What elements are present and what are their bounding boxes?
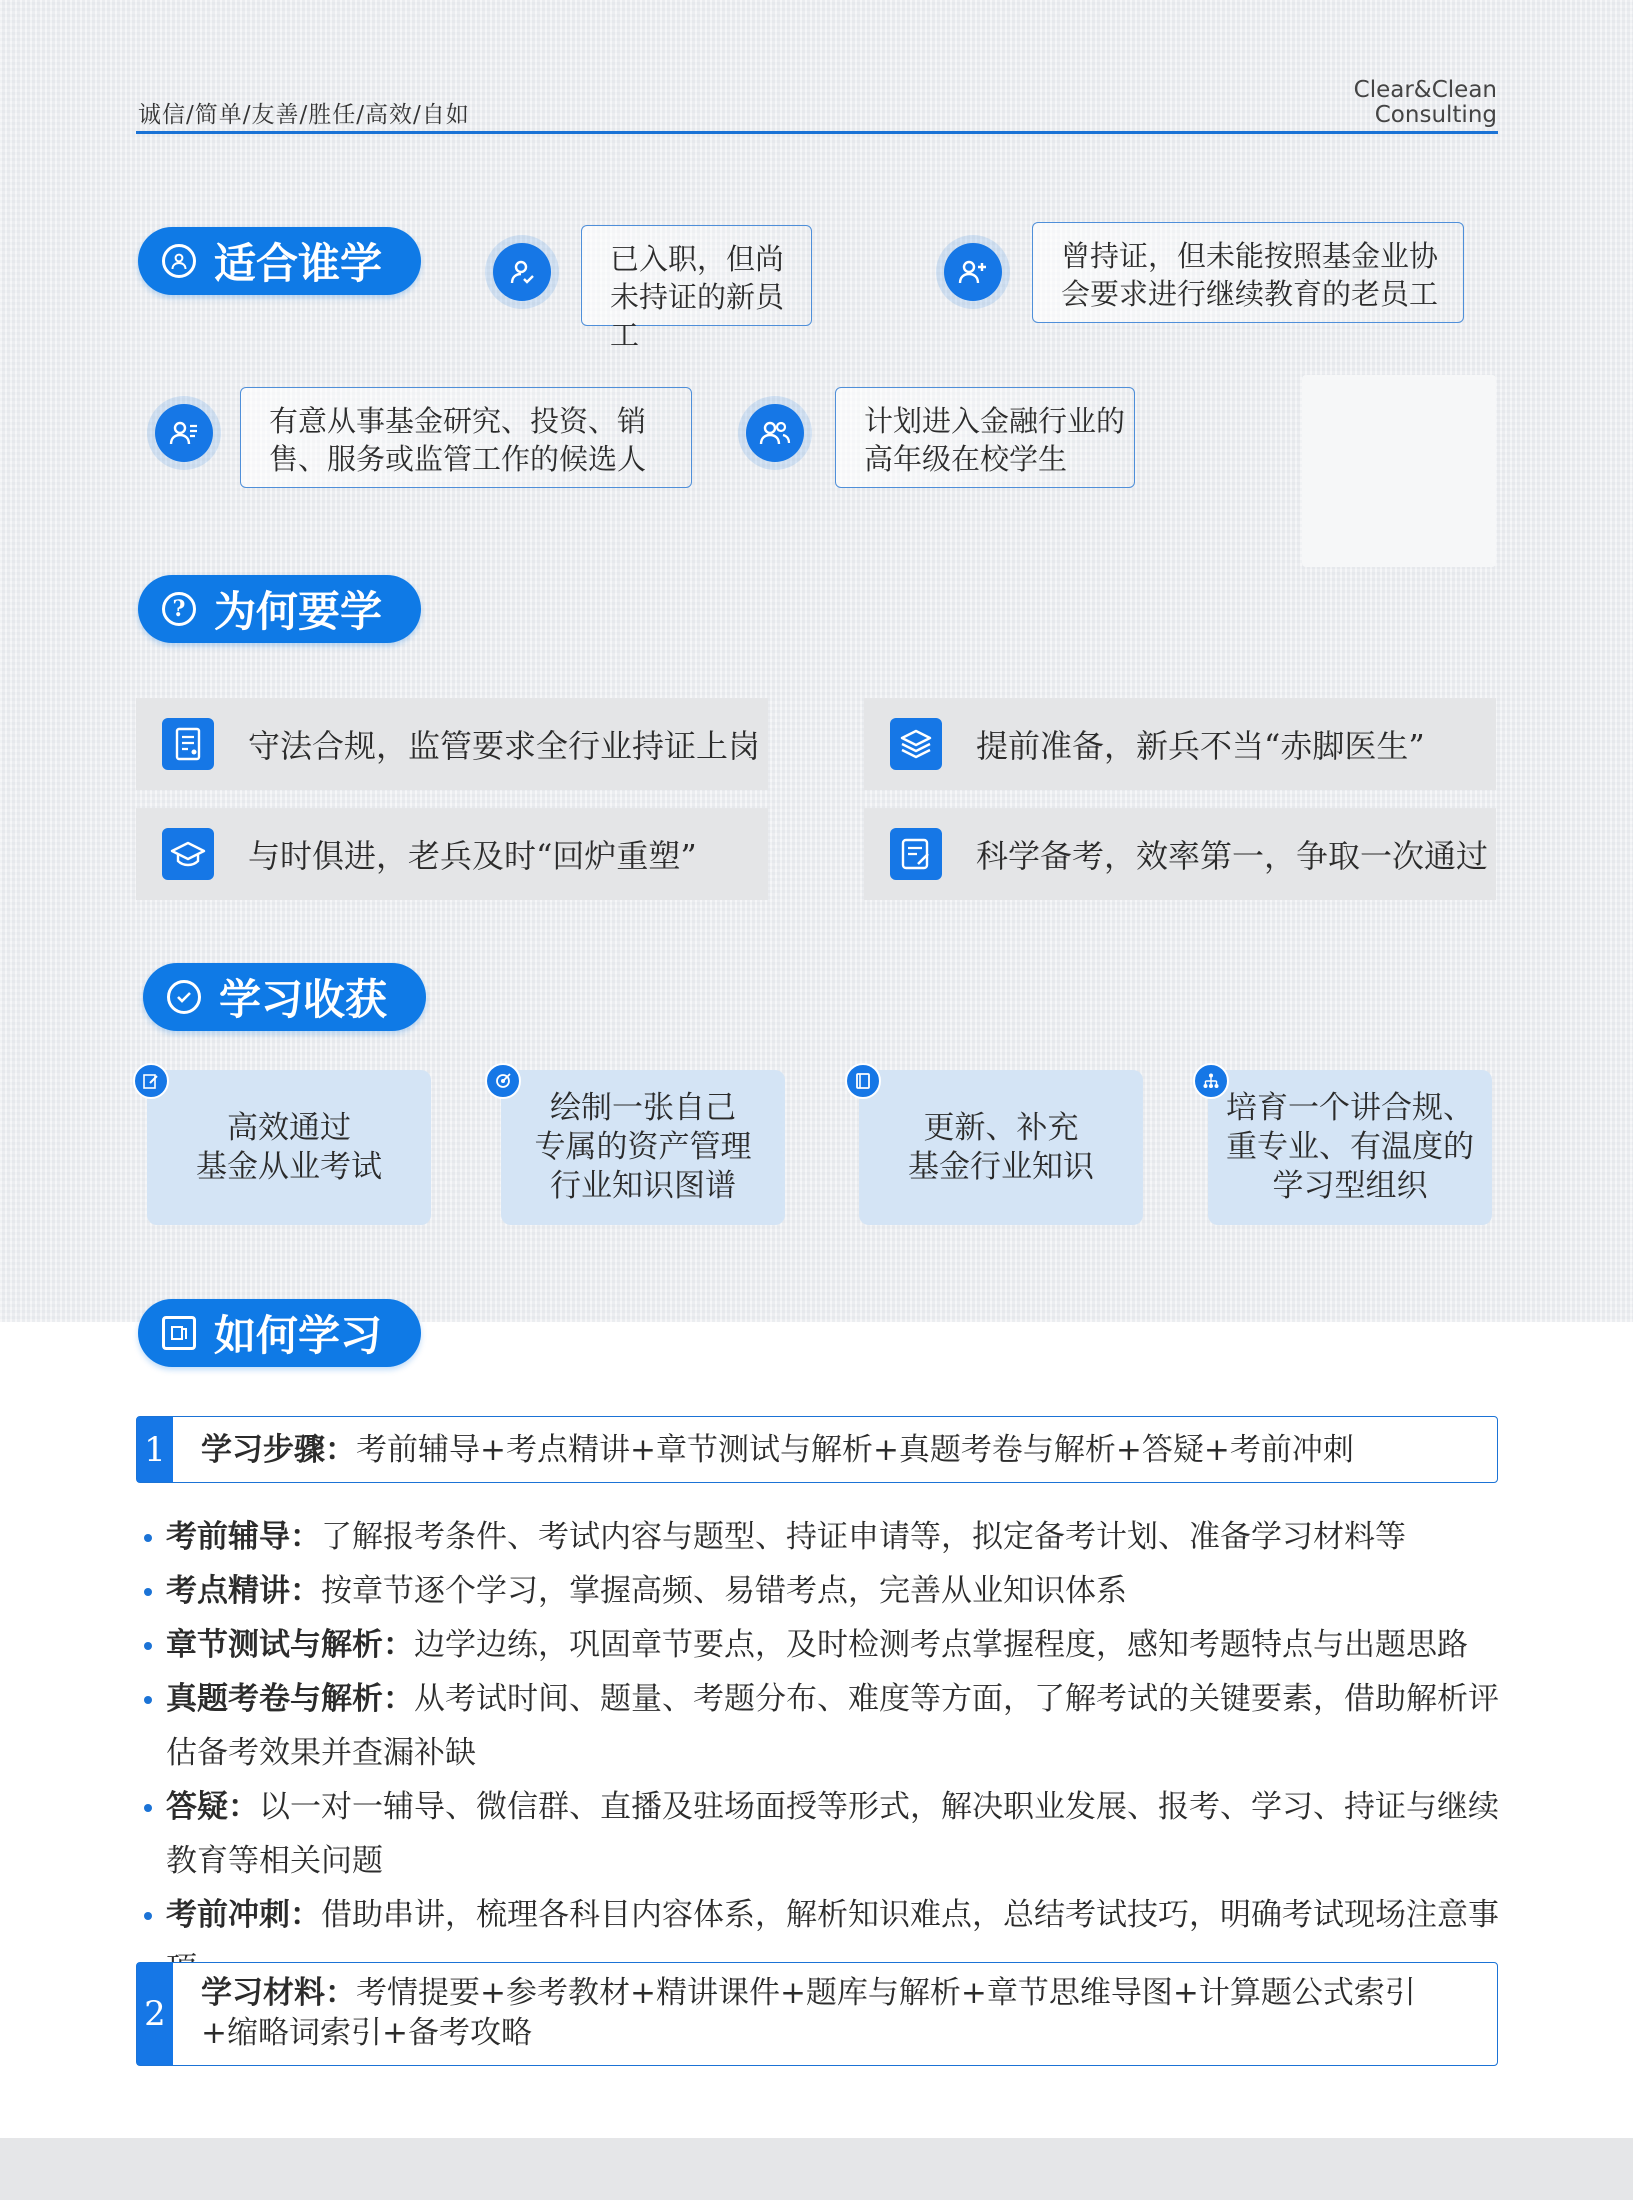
list-item — [142, 1618, 1522, 1672]
brand-logo — [1354, 78, 1497, 128]
why-card-compliance — [136, 698, 768, 790]
target-icon — [485, 1063, 521, 1099]
audience-text: 有意从事基金研究、投资、销售、服务或监管工作的候选人 — [269, 404, 647, 476]
section-title-text: 如何学习 — [214, 1311, 383, 1360]
why-text: 科学备考，效率第一，争取一次通过 — [976, 837, 1489, 875]
bullet-label: 章节测试与解析： — [166, 1627, 414, 1663]
why-text: 守法合规，监管要求全行业持证上岗 — [248, 727, 761, 765]
section-title-why — [138, 575, 421, 643]
motto: 诚信/简单/友善/胜任/高效/自如 — [138, 102, 470, 128]
graduation-cap-icon — [162, 828, 214, 880]
layers-icon — [890, 718, 942, 770]
bullet-label: 考前辅导： — [166, 1519, 321, 1555]
audience-card-new-staff — [581, 225, 812, 352]
gain-line: 培育一个讲合规、 — [1226, 1090, 1474, 1126]
brand-line-1: Clear&Clean — [1353, 77, 1497, 103]
gain-line: 行业知识图谱 — [550, 1168, 736, 1204]
audience-card-candidates — [240, 387, 692, 488]
bullet-label: 答疑： — [166, 1789, 259, 1825]
bullet-text: 边学边练，巩固章节要点，及时检测考点掌握程度，感知考题特点与出题思路 — [414, 1627, 1468, 1663]
section-title-text: 适合谁学 — [214, 239, 383, 288]
bullet-text: 以一对一辅导、微信群、直播及驻场面授等形式，解决职业发展、报考、学习、持证与继续教育等相关问题 — [166, 1789, 1499, 1879]
gain-line: 绘制一张自己 — [550, 1090, 736, 1126]
gain-line: 高效通过 — [227, 1109, 351, 1146]
document-icon — [162, 718, 214, 770]
bullet-label: 考点精讲： — [166, 1573, 321, 1609]
step-text: 考情提要+参考教材+精讲课件+题库与解析+章节思维导图+计算题公式索引+缩略词索引+备考攻略 — [201, 1975, 1416, 2051]
user-icon — [162, 244, 196, 278]
bullet-label: 考前冲刺： — [166, 1897, 321, 1933]
blank-tile — [1302, 375, 1496, 567]
step-2-box — [136, 1962, 1498, 2066]
step-details-list — [142, 1510, 1522, 1996]
gain-card-pass-exam — [147, 1070, 431, 1225]
bullet-text: 按章节逐个学习，掌握高频、易错考点，完善从业知识体系 — [321, 1573, 1127, 1609]
gain-line: 专属的资产管理 — [534, 1129, 752, 1165]
bullet-text: 从考试时间、题量、考题分布、难度等方面，了解考试的关键要素，借助解析评估备考效果并查漏补缺 — [166, 1681, 1499, 1771]
section-title-text: 学习收获 — [219, 975, 388, 1024]
step-2-content — [201, 1973, 1467, 2053]
step-number: 2 — [137, 1963, 173, 2065]
list-item — [142, 1780, 1522, 1888]
pencil-icon — [133, 1063, 169, 1099]
gain-card-learning-org — [1208, 1070, 1492, 1225]
gain-line: 重专业、有温度的 — [1226, 1129, 1474, 1165]
header-divider — [136, 131, 1498, 134]
gain-line: 基金从业考试 — [196, 1148, 382, 1185]
audience-text: 计划进入金融行业的高年级在校学生 — [864, 404, 1126, 476]
book-open-icon — [162, 1316, 196, 1350]
audience-card-students — [835, 387, 1135, 488]
step-number: 1 — [137, 1417, 173, 1482]
step-1-box — [136, 1416, 1498, 1483]
section-title-gains — [143, 963, 426, 1031]
users-icon — [746, 404, 804, 462]
section-title-audience — [138, 227, 421, 295]
section-title-how — [138, 1299, 421, 1367]
org-chart-icon — [1193, 1063, 1229, 1099]
bullet-text: 借助串讲，梳理各科目内容体系，解析知识难点，总结考试技巧，明确考试现场注意事 — [321, 1897, 1499, 1933]
audience-text: 已入职，但尚未持证的新员工 — [610, 242, 785, 352]
footer-band — [0, 2138, 1633, 2200]
gain-line: 基金行业知识 — [908, 1148, 1094, 1185]
user-list-icon — [155, 404, 213, 462]
user-check-icon — [493, 243, 551, 301]
gain-line: 学习型组织 — [1272, 1168, 1428, 1204]
gain-card-update-knowledge — [859, 1070, 1143, 1225]
why-text: 与时俱进，老兵及时“回炉重塑” — [248, 837, 697, 875]
brand-line-2: Consulting — [1374, 102, 1497, 128]
step-text: 考前辅导+考点精讲+章节测试与解析+真题考卷与解析+答疑+考前冲刺 — [356, 1432, 1354, 1468]
step-label: 学习步骤： — [201, 1432, 356, 1468]
list-item — [142, 1510, 1522, 1564]
why-card-prepare — [864, 698, 1496, 790]
why-card-efficiency — [864, 808, 1496, 900]
step-1-content — [201, 1430, 1354, 1470]
audience-card-old-staff — [1032, 222, 1464, 323]
gain-line: 更新、补充 — [923, 1109, 1079, 1146]
section-title-text: 为何要学 — [214, 587, 383, 636]
check-circle-icon — [167, 980, 201, 1014]
edit-note-icon — [890, 828, 942, 880]
list-item — [142, 1672, 1522, 1780]
why-card-update — [136, 808, 768, 900]
bullet-label: 真题考卷与解析： — [166, 1681, 414, 1717]
gain-card-knowledge-map — [501, 1070, 785, 1225]
why-text: 提前准备，新兵不当“赤脚医生” — [976, 727, 1425, 765]
bullet-text: 了解报考条件、考试内容与题型、持证申请等，拟定备考计划、准备学习材料等 — [321, 1519, 1406, 1555]
audience-text: 曾持证，但未能按照基金业协会要求进行继续教育的老员工 — [1061, 239, 1439, 311]
user-plus-icon — [944, 243, 1002, 301]
step-label: 学习材料： — [201, 1975, 356, 2011]
book-icon — [845, 1063, 881, 1099]
question-icon: ? — [162, 592, 196, 626]
list-item — [142, 1564, 1522, 1618]
